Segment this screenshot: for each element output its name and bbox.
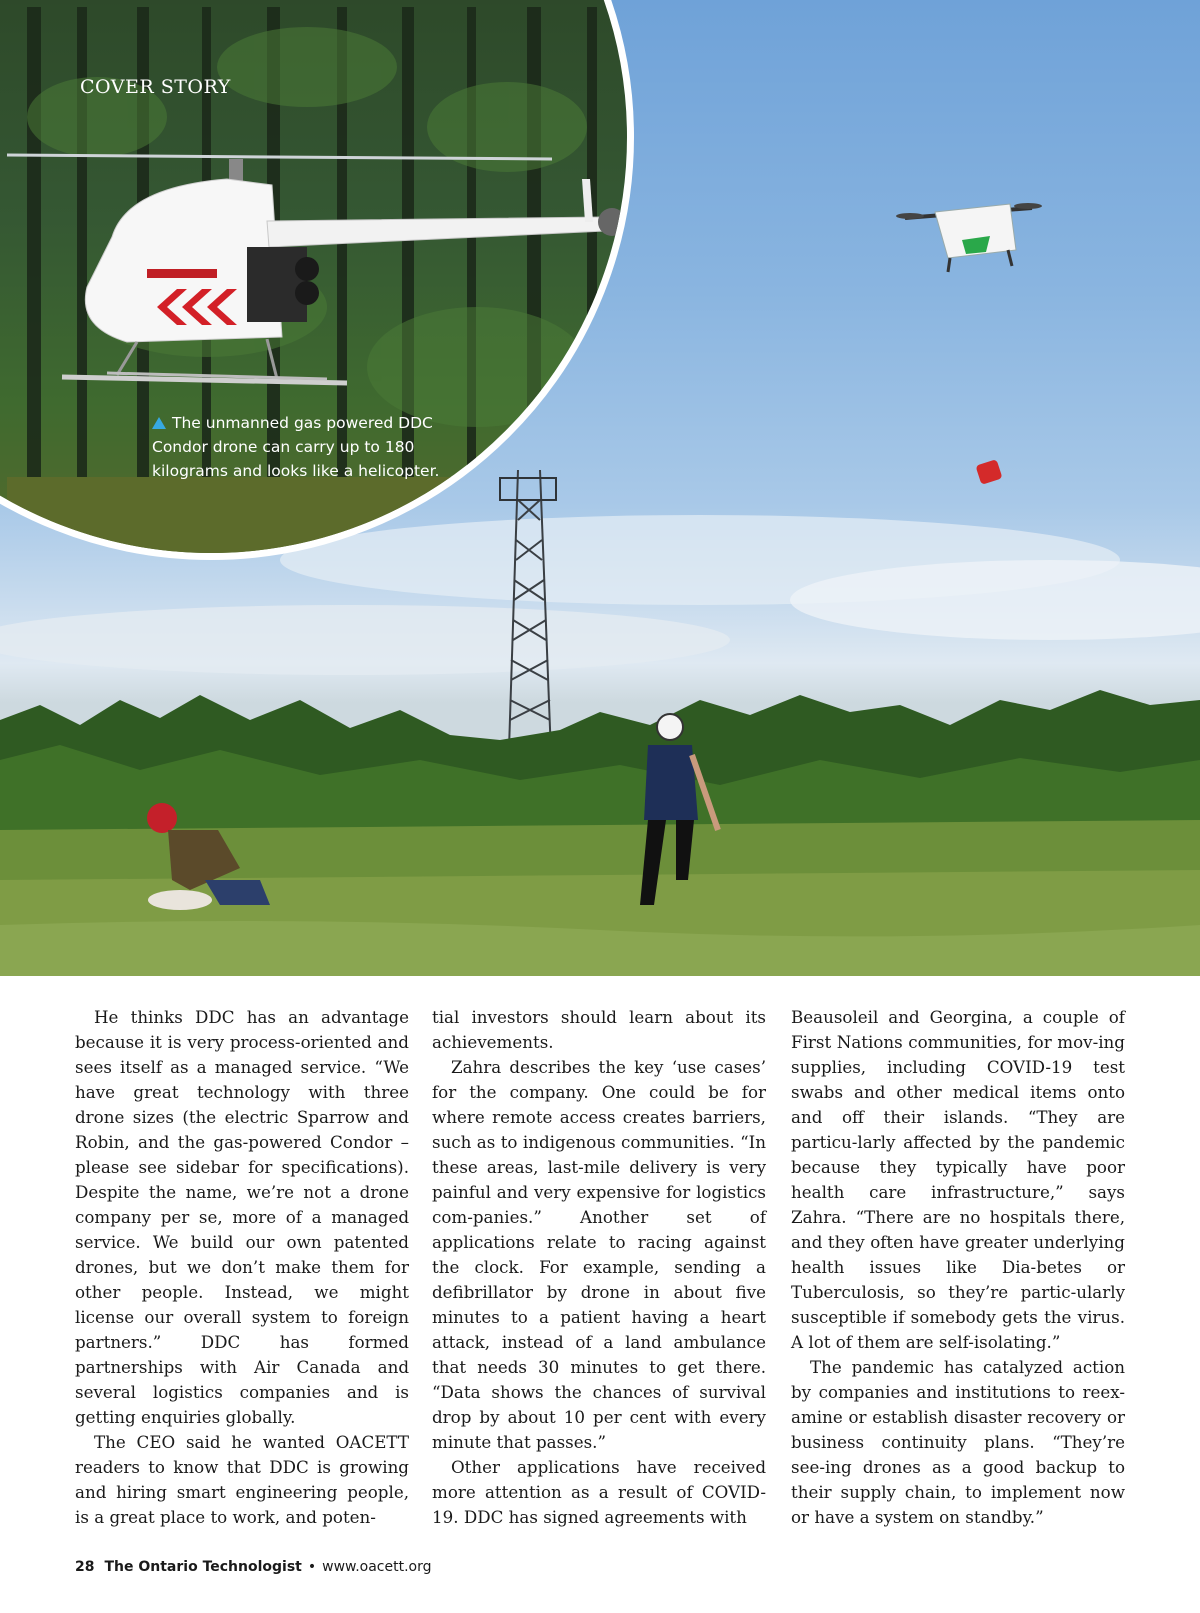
paragraph: The pandemic has catalyzed action by companies and institutions to reex-amine or establish disaster recovery or business continuity plans. “They’re see-ing drones as a good backup to their supply chain, to implement now or have a system on standby.” xyxy=(791,1357,1125,1527)
page-footer xyxy=(75,1559,432,1575)
article-column-2 xyxy=(432,1005,766,1530)
triangle-icon xyxy=(152,417,166,429)
paragraph: The CEO said he wanted OACETT readers to know that DDC is growing and hiring smart engineering people, is a great place to work, and poten- xyxy=(75,1432,409,1527)
flying-delivery-drone xyxy=(896,203,1042,272)
paragraph: He thinks DDC has an advantage because it is very process-oriented and sees itself as a managed service. “We have great technology with three drone sizes (the electric Sparrow and Robin, and the gas-powered Condor – please see sidebar for specifications). Despite the name, we’re not a drone company per se, more of a managed service. We build our own patented drones, but we don’t make them for other people. Instead, we might license our overall system to foreign partners.” DDC has formed partnerships with Air Canada and several logistics companies and is getting enquiries globally. xyxy=(75,1007,409,1427)
page-number: 28 xyxy=(75,1559,95,1575)
dropped-package xyxy=(975,459,1002,485)
paragraph: Zahra describes the key ‘use cases’ for the company. One could be for where remote access creates barriers, such as to indigenous communities. “In these areas, last-mile delivery is very painful and very expensive for logistics com-panies.” Another set of applications relate to racing against the clock. For example, sending a defibrillator by drone in about five minutes to a patient having a heart attack, instead of a land ambulance that needs 30 minutes to get there. “Data shows the chances of survival drop by about 10 per cent with every minute that passes.” xyxy=(432,1057,766,1452)
footer-separator: • xyxy=(307,1559,317,1575)
magazine-title: The Ontario Technologist xyxy=(104,1559,302,1575)
article-column-3 xyxy=(791,1005,1125,1530)
section-label: COVER STORY xyxy=(80,76,231,98)
paragraph-continued: Beausoleil and Georgina, a couple of First Nations communities, for mov-ing supplies, including COVID-19 test swabs and other medical items onto and off their islands. “They are particu-larly affected by the pandemic because they typically have poor health care infrastructure,” says Zahra. “There are no hospitals there, and they often have greater underlying health issues like Dia-betes or Tuberculosis, so they’re partic-ularly susceptible if somebody gets the virus. A lot of them are self-isolating.” xyxy=(791,1007,1125,1352)
article-column-1 xyxy=(75,1005,409,1530)
caption-text: The unmanned gas powered DDC Condor drone can carry up to 180 kilograms and looks like a helicopter. xyxy=(152,414,440,480)
website-url: www.oacett.org xyxy=(322,1559,432,1575)
photo-caption xyxy=(152,411,452,483)
paragraph: Other applications have received more attention as a result of COVID-19. DDC has signed agreements with xyxy=(432,1457,766,1527)
paragraph-continued: tial investors should learn about its achievements. xyxy=(432,1007,766,1052)
